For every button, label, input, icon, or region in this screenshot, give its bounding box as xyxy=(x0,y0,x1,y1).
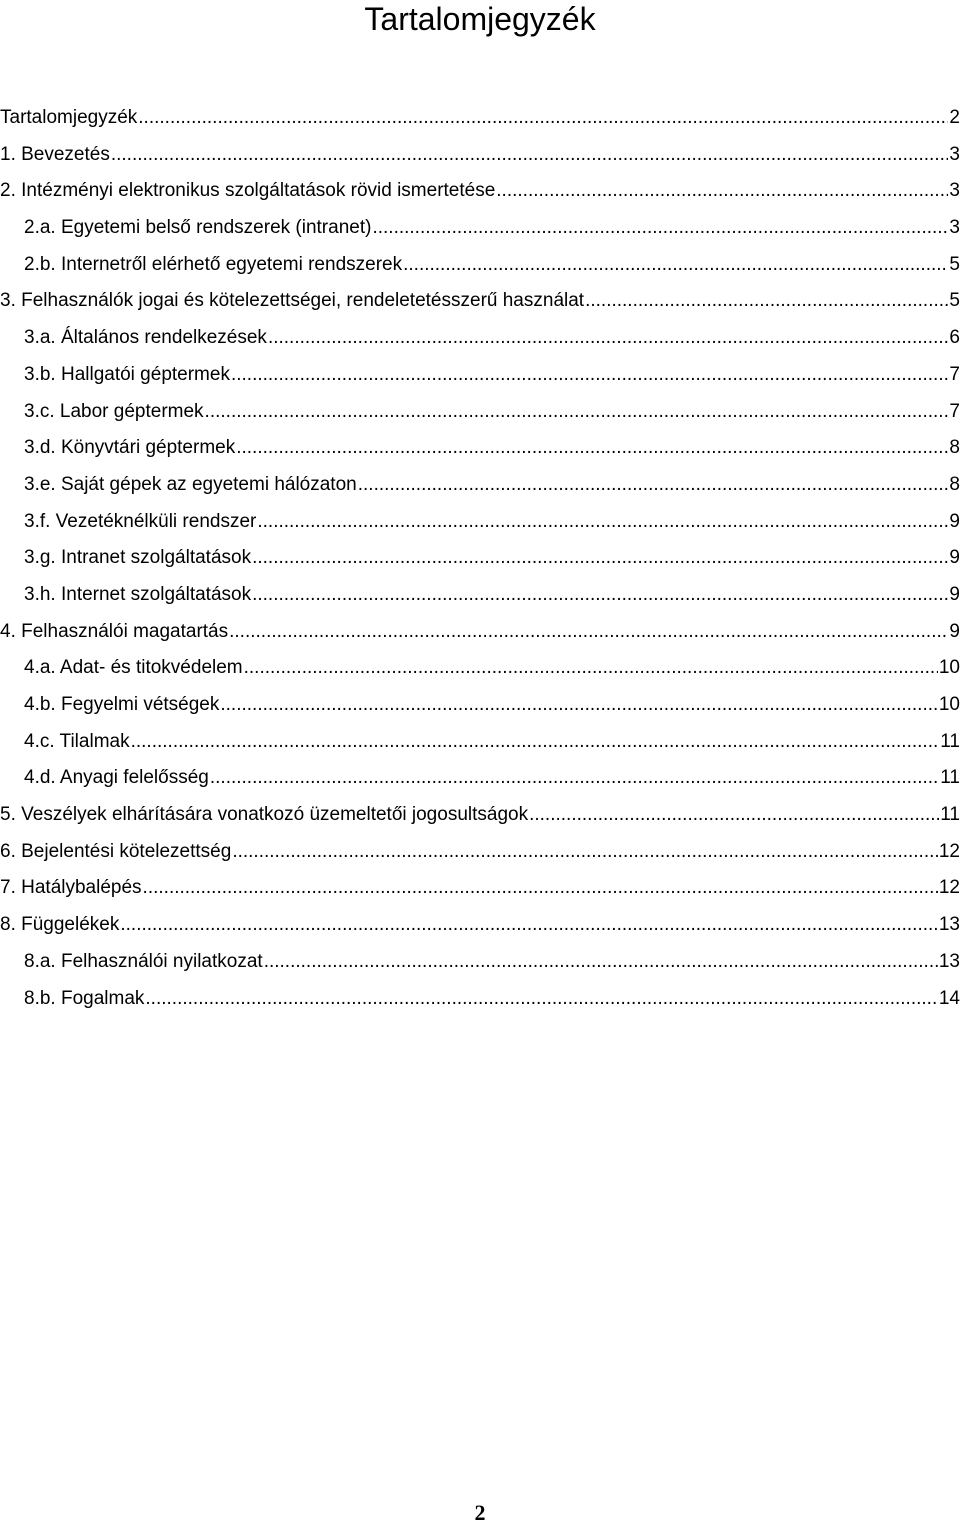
toc-entry[interactable] xyxy=(0,210,960,247)
toc-dot-leader xyxy=(252,540,948,577)
toc-entry-label: 4.d. Anyagi felelősség xyxy=(24,767,209,789)
toc-entry[interactable] xyxy=(0,614,960,651)
toc-entry[interactable] xyxy=(0,137,960,174)
toc-entry-page: 9 xyxy=(949,583,960,605)
page-number: 2 xyxy=(474,1500,486,1525)
toc-entry-page: 7 xyxy=(949,400,960,422)
toc-dot-leader xyxy=(111,137,949,174)
toc-dot-leader xyxy=(220,687,937,724)
toc-dot-leader xyxy=(236,430,948,467)
toc-entry-page: 13 xyxy=(938,950,960,972)
toc-entry-label: 3. Felhasználók jogai és kötelezettségei, rendeletetésszerű használat xyxy=(0,290,585,312)
toc-entry-label: 2.a. Egyetemi belső rendszerek (intranet) xyxy=(24,217,372,239)
toc-entry[interactable] xyxy=(0,650,960,687)
toc-entry[interactable] xyxy=(0,504,960,541)
toc-entry-page: 11 xyxy=(940,730,960,752)
toc-entry-page: 11 xyxy=(940,767,960,789)
toc-entry-page: 8 xyxy=(949,437,960,459)
toc-entry[interactable] xyxy=(0,760,960,797)
toc-dot-leader xyxy=(131,724,940,761)
toc-entry-label: 1. Bevezetés xyxy=(0,143,110,165)
toc-entry-label: 4. Felhasználói magatartás xyxy=(0,620,229,642)
toc-entry-page: 9 xyxy=(949,620,960,642)
toc-entry-label: 3.b. Hallgatói géptermek xyxy=(24,363,230,385)
table-of-contents xyxy=(0,100,960,1017)
toc-dot-leader xyxy=(252,577,948,614)
toc-entry-label: 2.b. Internetről elérhető egyetemi rendszerek xyxy=(24,253,403,275)
toc-entry-page: 3 xyxy=(949,180,960,202)
toc-entry[interactable] xyxy=(0,834,960,871)
page-title: Tartalomjegyzék xyxy=(364,1,596,37)
toc-entry-label: 6. Bejelentési kötelezettség xyxy=(0,840,232,862)
toc-entry[interactable] xyxy=(0,357,960,394)
toc-dot-leader xyxy=(268,320,948,357)
toc-entry-page: 12 xyxy=(938,877,960,899)
toc-entry-label: 3.e. Saját gépek az egyetemi hálózaton xyxy=(24,473,357,495)
toc-entry[interactable] xyxy=(0,870,960,907)
toc-entry-label: 3.c. Labor géptermek xyxy=(24,400,204,422)
toc-entry-page: 9 xyxy=(949,547,960,569)
toc-entry-label: 3.a. Általános rendelkezések xyxy=(24,327,267,349)
toc-dot-leader xyxy=(232,834,938,871)
toc-entry[interactable] xyxy=(0,907,960,944)
toc-dot-leader xyxy=(145,981,937,1018)
toc-entry-page: 14 xyxy=(938,987,960,1009)
toc-entry-page: 5 xyxy=(949,253,960,275)
toc-entry-label: 4.b. Fegyelmi vétségek xyxy=(24,694,220,715)
toc-entry-label: Tartalomjegyzék xyxy=(0,107,138,128)
toc-entry[interactable] xyxy=(0,540,960,577)
toc-entry-label: 3.h. Internet szolgáltatások xyxy=(24,583,252,605)
toc-entry-page: 7 xyxy=(949,363,960,385)
toc-entry[interactable] xyxy=(0,173,960,210)
toc-entry-page: 5 xyxy=(949,290,960,312)
toc-dot-leader xyxy=(244,650,938,687)
toc-dot-leader xyxy=(358,467,949,504)
toc-entry[interactable] xyxy=(0,467,960,504)
toc-entry-label: 8.a. Felhasználói nyilatkozat xyxy=(24,950,263,972)
toc-entry-label: 3.d. Könyvtári géptermek xyxy=(24,437,236,459)
toc-entry-page: 8 xyxy=(949,473,960,495)
toc-dot-leader xyxy=(264,944,938,981)
toc-dot-leader xyxy=(372,210,948,247)
toc-dot-leader xyxy=(257,504,948,541)
toc-entry-label: 7. Hatálybalépés xyxy=(0,877,142,899)
toc-entry-page: 13 xyxy=(938,914,960,936)
toc-entry[interactable] xyxy=(0,797,960,834)
toc-dot-leader xyxy=(585,283,948,320)
toc-entry[interactable] xyxy=(0,724,960,761)
toc-entry-label: 3.g. Intranet szolgáltatások xyxy=(24,547,252,569)
toc-entry-label: 8.b. Fogalmak xyxy=(24,987,145,1009)
toc-entry-page: 10 xyxy=(938,694,960,715)
toc-dot-leader xyxy=(403,247,948,284)
toc-dot-leader xyxy=(205,394,949,431)
toc-dot-leader xyxy=(496,173,948,210)
toc-entry-page: 3 xyxy=(949,217,960,239)
toc-entry[interactable] xyxy=(0,981,960,1018)
toc-entry-label: 3.f. Vezetéknélküli rendszer xyxy=(24,510,257,532)
toc-dot-leader xyxy=(231,357,948,394)
toc-entry-page: 12 xyxy=(938,840,960,862)
toc-entry-label: 8. Függelékek xyxy=(0,914,120,936)
toc-entry[interactable] xyxy=(0,687,960,724)
toc-dot-leader xyxy=(210,760,939,797)
toc-dot-leader xyxy=(120,907,938,944)
toc-entry[interactable] xyxy=(0,430,960,467)
toc-entry-page: 6 xyxy=(949,327,960,349)
toc-entry-page: 10 xyxy=(938,657,960,679)
toc-entry[interactable] xyxy=(0,394,960,431)
toc-entry[interactable] xyxy=(0,100,960,137)
toc-dot-leader xyxy=(229,614,948,651)
toc-dot-leader xyxy=(143,870,938,907)
toc-entry-label: 4.a. Adat- és titokvédelem xyxy=(24,657,243,679)
toc-entry-label: 2. Intézményi elektronikus szolgáltatások rövid ismertetése xyxy=(0,180,496,202)
toc-entry-label: 5. Veszélyek elhárítására vonatkozó üzemeltetői jogosultságok xyxy=(0,804,529,826)
toc-entry-page: 2 xyxy=(949,107,960,128)
toc-dot-leader xyxy=(138,100,948,137)
toc-entry-page: 9 xyxy=(949,510,960,532)
toc-entry[interactable] xyxy=(0,577,960,614)
toc-entry[interactable] xyxy=(0,283,960,320)
toc-entry[interactable] xyxy=(0,944,960,981)
toc-entry-label: 4.c. Tilalmak xyxy=(24,730,130,752)
toc-entry-page: 3 xyxy=(949,143,960,165)
toc-entry[interactable] xyxy=(0,247,960,284)
toc-entry[interactable] xyxy=(0,320,960,357)
toc-entry-page: 11 xyxy=(940,804,960,826)
toc-dot-leader xyxy=(529,797,939,834)
